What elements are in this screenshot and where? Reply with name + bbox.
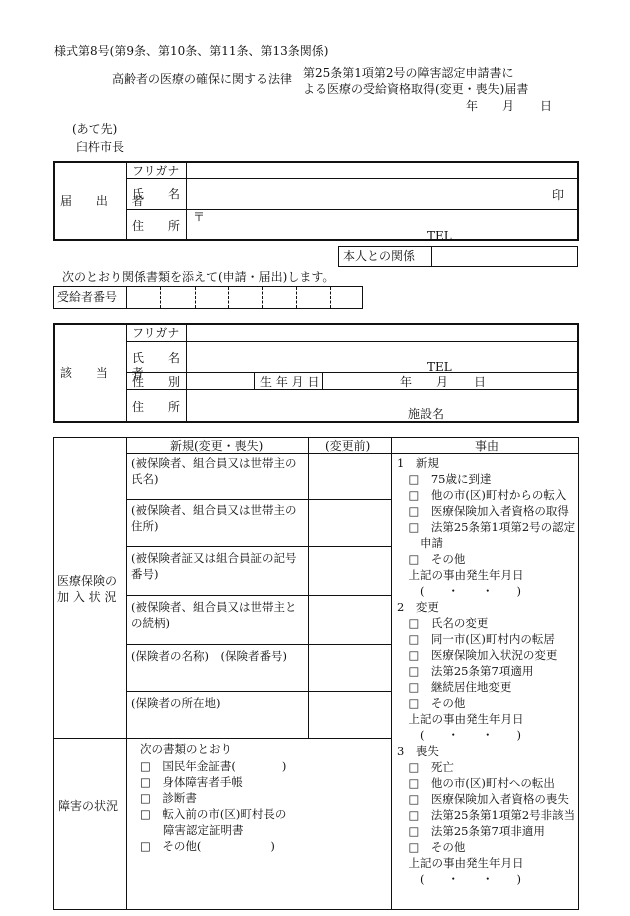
document-item: □ 診断書 [140, 791, 197, 805]
birth-day: 日 [474, 375, 487, 389]
document-item: □ その他( ) [140, 839, 275, 853]
row-1-line2: 氏名) [131, 472, 159, 486]
notifier-address-label: 住 所 [132, 219, 181, 233]
reason-line: □ 他の市(区)町村からの転入 [397, 488, 567, 502]
disability-label: 障害の状況 [58, 799, 119, 813]
form-number: 様式第8号(第9条、第10条、第11条、第13条関係) [54, 44, 329, 58]
row-2-line2: 住所) [131, 519, 159, 533]
reason-line: □ 氏名の変更 [397, 616, 489, 630]
subject-birth-label: 生 年 月 日 [260, 375, 320, 389]
insurance-section-label-1: 医療保険の [57, 574, 118, 588]
form-title-line2: よる医療の受給資格取得(変更・喪失)届書 [303, 82, 529, 96]
row-5-line1: (保険者の名称) (保険者番号) [131, 649, 287, 663]
notifier-tel-label: TEL [427, 229, 452, 243]
documents-intro: 次の書類のとおり [140, 742, 232, 756]
reason-line: 申請 [397, 536, 443, 550]
date-month: 月 [502, 99, 515, 113]
document-item: □ 国民年金証書( ) [140, 759, 287, 773]
document-item: □ 身体障害者手帳 [140, 775, 243, 789]
document-item: □ 転入前の市(区)町村長の [140, 807, 287, 821]
subject-address-label: 住 所 [132, 400, 181, 414]
form-title-line1: 第25条第1項第2号の障害認定申請書に [303, 66, 514, 80]
reason-line: 上記の事由発生年月日 [397, 568, 524, 582]
reason-line: □ 法第25条第7項適用 [397, 664, 534, 678]
header-before: (変更前) [325, 439, 371, 453]
date-year: 年 [466, 99, 479, 113]
reason-line: ( ・ ・ ) [397, 584, 521, 598]
insurance-section-label-2: 加 入 状 況 [57, 590, 117, 604]
row-4-line1: (被保険者、組合員又は世帯主と [131, 600, 297, 614]
statement-text: 次のとおり関係書類を添えて(申請・届出)します。 [62, 270, 335, 284]
reason-line: □ 医療保険加入者資格の喪失 [397, 792, 569, 806]
relation-label: 本人との関係 [343, 249, 416, 263]
row-6-line1: (保険者の所在地) [131, 696, 221, 710]
notifier-name-label: 氏 名 [132, 187, 181, 201]
reason-line: □ 医療保険加入者資格の取得 [397, 504, 569, 518]
row-3-line2: 番号) [131, 567, 159, 581]
addressee: 臼杵市長 [76, 140, 125, 154]
reason-line: □ その他 [397, 552, 466, 566]
birth-month: 月 [436, 375, 449, 389]
reason-line: □ 法第25条第1項第2号非該当 [397, 808, 576, 822]
notifier-furigana-label: フリガナ [132, 164, 180, 178]
recipient-number-label: 受給者番号 [57, 290, 118, 304]
notifier-section-label: 届 出 者 [60, 194, 154, 208]
reason-line: □ 医療保険加入状況の変更 [397, 648, 558, 662]
postal-mark: 〒 [193, 210, 206, 224]
reason-line: □ 同一市(区)町村内の転居 [397, 632, 555, 646]
birth-year: 年 [400, 375, 413, 389]
reason-line: □ 75歳に到達 [397, 472, 492, 486]
law-name: 高齢者の医療の確保に関する法律 [112, 72, 293, 86]
addressee-label: (あて先) [72, 122, 118, 136]
reason-line: 3 喪失 [397, 744, 439, 758]
reason-line: □ 継続居住地変更 [397, 680, 512, 694]
row-3-line1: (被保険者証又は組合員証の記号 [131, 551, 297, 565]
subject-section-label: 該 当 者 [60, 366, 154, 380]
reason-line: □ 法第25条第7項非適用 [397, 824, 545, 838]
reason-line: □ 法第25条第1項第2号の認定 [397, 520, 576, 534]
reason-line: 1 新規 [397, 456, 439, 470]
header-reason: 事由 [475, 439, 500, 453]
subject-name-label: 氏 名 [132, 351, 181, 365]
reason-line: □ 他の市(区)町村への転出 [397, 776, 555, 790]
reason-line: □ 死亡 [397, 760, 454, 774]
reason-line: □ その他 [397, 696, 466, 710]
reason-line: 上記の事由発生年月日 [397, 856, 524, 870]
date-day: 日 [540, 99, 553, 113]
row-4-line2: の続柄) [131, 616, 170, 630]
subject-furigana-label: フリガナ [132, 326, 180, 340]
header-new: 新規(変更・喪失) [170, 439, 264, 453]
facility-label: 施設名 [408, 407, 445, 421]
reason-line: □ その他 [397, 840, 466, 854]
seal-mark: 印 [552, 188, 565, 202]
reason-line: 2 変更 [397, 600, 439, 614]
row-1-line1: (被保険者、組合員又は世帯主の [131, 456, 297, 470]
document-item: 障害認定証明書 [140, 823, 244, 837]
reason-line: 上記の事由発生年月日 [397, 712, 524, 726]
reason-line: ( ・ ・ ) [397, 728, 521, 742]
reason-line: ( ・ ・ ) [397, 872, 521, 886]
subject-gender-label: 性 別 [132, 375, 181, 389]
subject-tel-label: TEL [427, 360, 452, 374]
row-2-line1: (被保険者、組合員又は世帯主の [131, 503, 297, 517]
